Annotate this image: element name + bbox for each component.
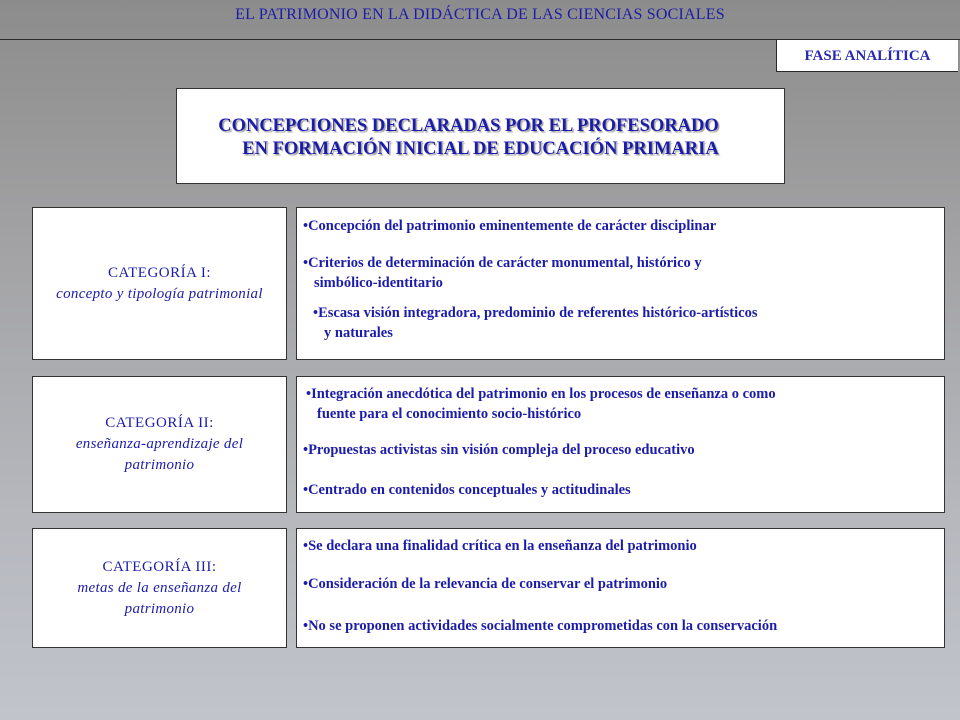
bullet-line: •Criterios de determinación de carácter monumental, histórico y [303, 255, 702, 271]
bullet-line: •Centrado en contenidos conceptuales y actitudinales [303, 482, 631, 498]
category-3-name: CATEGORÍA III: [102, 558, 217, 575]
category-2-bullet-1 [306, 384, 776, 424]
category-2-box [32, 376, 287, 513]
slide-title-line-2: EN FORMACIÓN INICIAL DE EDUCACIÓN PRIMARIA [242, 139, 719, 159]
category-1-box [32, 207, 287, 360]
bullet-line: •Concepción del patrimonio eminentemente de carácter disciplinar [303, 218, 717, 234]
category-1-subtitle: concepto y tipología patrimonial [56, 285, 263, 302]
category-2-bullet-3 [303, 480, 631, 500]
bullet-line: •No se proponen actividades socialmente comprometidas con la conservación [303, 618, 778, 634]
category-3-subtitle-line-2: patrimonio [124, 600, 195, 617]
bullet-line: •Escasa visión integradora, predominio de referentes histórico-artísticos [313, 305, 758, 321]
slide-title-box [176, 88, 785, 184]
category-3-bullet-3 [303, 616, 777, 636]
category-2-subtitle-line-1: enseñanza-aprendizaje del [75, 436, 244, 452]
category-1-name: CATEGORÍA I: [107, 264, 212, 281]
category-2-description-box [296, 376, 945, 513]
category-1-bullet-3 [313, 303, 757, 343]
category-1-bullet-1 [303, 216, 716, 236]
bullet-line: •Se declara una finalidad crítica en la enseñanza del patrimonio [303, 538, 697, 554]
bullet-line-continuation: y naturales [324, 325, 393, 341]
category-1-bullet-2 [303, 253, 702, 293]
category-2-name: CATEGORÍA II: [105, 415, 214, 431]
category-3-description-box [296, 528, 945, 648]
category-3-bullet-1 [303, 536, 697, 556]
bullet-line: •Consideración de la relevancia de conservar el patrimonio [303, 576, 668, 592]
phase-badge: FASE ANALÍTICA [776, 40, 958, 72]
category-2-subtitle-line-2: patrimonio [124, 457, 195, 473]
bullet-line: •Integración anecdótica del patrimonio en los procesos de enseñanza o como [306, 386, 776, 402]
slide-title-line-1: CONCEPCIONES DECLARADAS POR EL PROFESORADO [218, 116, 719, 136]
category-3-subtitle-line-1: metas de la enseñanza del [77, 579, 242, 596]
category-2-bullet-2 [303, 440, 695, 460]
document-header-title: EL PATRIMONIO EN LA DIDÁCTICA DE LAS CIENCIAS SOCIALES [235, 6, 725, 23]
category-1-description-box [296, 207, 945, 360]
bullet-line-continuation: simbólico-identitario [314, 275, 443, 291]
bullet-line-continuation: fuente para el conocimiento socio-histórico [317, 406, 582, 422]
category-3-bullet-2 [303, 574, 667, 594]
bullet-line: •Propuestas activistas sin visión compleja del proceso educativo [303, 442, 695, 458]
category-3-box [32, 528, 287, 648]
